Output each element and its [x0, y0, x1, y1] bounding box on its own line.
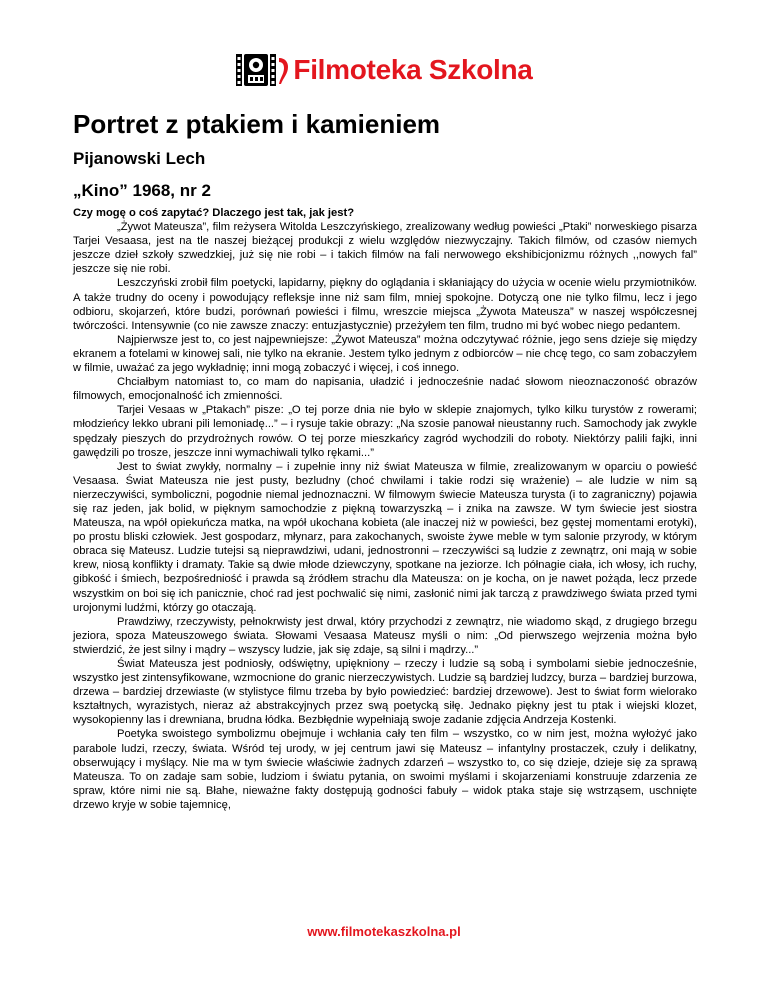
article-lead: Czy mogę o coś zapytać? Dlaczego jest tak, jak jest?	[73, 207, 355, 219]
page-title: Portret z ptakiem i kamieniem	[73, 109, 441, 139]
paragraph: Najpierwsze jest to, co jest najpewniejsze: „Żywot Mateusza” można odczytywać różnie, jego sens dzieje się między ekranem a fotelami w kinowej sali, nie tylko na ekranie. Jestem tylko jednym z odbiorców – nie chcę tego, co sam zobaczyłem w filmie, uważać za jego wykładnię; inni mogą zobaczyć i więcej, i coś innego.	[73, 333, 697, 375]
film-reel-icon	[235, 52, 291, 88]
paragraph: Jest to świat zwykły, normalny – i zupełnie inny niż świat Mateusza w filmie, zrealizowanym w oparciu o powieść Vesaasa. Świat Mateusza nie jest pusty, bezludny (choć chwilami i takie rodzi się wrażenie) – ale ludzie w nim są nierzeczywiści, symboliczni, pogodnie niemal jednoznaczni. W filmowym świecie Mateusza turysta (i to zagraniczny) pojawia się raz jeden, jak bolid, w pięknym samochodzie z piękną towarzyszką – i znika na zawsze. W tym świecie jest siostra Mateusza, na wpół opiekuńcza matka, na wpół ukochana kobieta (ale inaczej niż w powieści, bez gęstej momentami erotyki), po prostu bliski człowiek. Jest gospodarz, młynarz, para zakochanych, swoiste żywe meble w tym salonie przyrody, w którym obraca się Mateusz. Ludzie tutejsi są nieprawdziwi, udani, jednostronni – rzeczywiści są ludzie z zewnątrz, oni mają w sobie krew, niosą konflikty i dramaty. Takie są dwie młode dziewczyny, spotkane na jeziorze. Ich półnagie ciała, ich włosy, ich ruchy, gibkość i śmiech, bezpośredniość i prawda są źródłem strachu dla Mateusza: on je kocha, on je nawet pożąda, lecz przede wszystkim on boi się ich panicznie, choć rad jest pochwalić się nimi, zasłonić nimi jak tarczą z prawdziwego świata przed tymi urojonymi ludźmi, którzy go otaczają.	[73, 460, 697, 614]
footer-url[interactable]: www.filmotekaszkolna.pl	[307, 924, 461, 939]
brand-name: Filmoteka Szkolna	[293, 54, 533, 85]
paragraph: „Żywot Mateusza”, film reżysera Witolda Leszczyńskiego, zrealizowany według powieści „Ptaki” norweskiego pisarza Tarjei Vesaasa, jest na tle naszej bieżącej produkcji z wielu względów niezwyczajny. Takich filmów, od czasów niemych jeszcze dzieł szkoły szwedzkiej, już się nie robi – i takich filmów na fali nerwowego ekshibicjonizmu różnych ,,nowych fal” jeszcze się nie robi.	[73, 221, 697, 276]
paragraph: Poetyka swoistego symbolizmu obejmuje i wchłania cały ten film – wszystko, co w nim jest, można wyłożyć jako parabole ludzi, rzeczy, świata. Wśród tej urody, w jej centrum jawi się Mateusz – infantylny prostaczek, czuły i delikatny, obserwujący i myślący. Nie ma w tym świecie właściwie żadnych zdarzeń – wszystko to, co się dzieje, dzieje się za sprawą Mateusza. To on zadaje sam sobie, ludziom i światu pytania, on swoimi myślami i skojarzeniami konstruuje zdarzenia ze spraw, które nimi nie są. Błahe, nieważne fakty dostępują godności fabuły – widok ptaka staje się wstrząsem, uschnięte drzewo kryje w sobie tajemnicę,	[73, 728, 697, 811]
paragraph: Leszczyński zrobił film poetycki, lapidarny, piękny do oglądania i skłaniający do użycia w ocenie wielu przymiotników. A także trudny do oceny i powodujący refleksje inne niż sam film, mniej spokojne. Dotyczą one nie tylko filmu, lecz i jego odbioru, skojarzeń, które budzi, porównań powieści i filmu, wreszcie miejsca „Żywota Mateusza” w naszej współczesnej twórczości. Intensywnie (co nie zawsze znaczy: entuzjastycznie) przeżyłem ten film, trudno mi być wobec niego pedantem.	[73, 277, 697, 332]
paragraph: Chciałbym natomiast to, co mam do napisania, uładzić i jednocześnie nadać słowom nieoznaczoność obrazów filmowych, emocjonalność ich zmienności.	[73, 376, 697, 403]
paragraph: Świat Mateusza jest podniosły, odświętny, upiękniony – rzeczy i ludzie są sobą i symbolami siebie jednocześnie, wszystko jest zintensyfikowane, wzmocnione do granic nierzeczywistych. Ludzie są bardziej ludzcy, burza – bardziej burzowa, drzewa – bardziej drzewiaste (w stylistyce filmu trzeba by było powiedzieć: bardziej drzewowe). Jest to świat form wielorako kształtnych, wyrazistych, nieraz aż abstrakcyjnych przez swą poetycką siłę. Jednako piękny jest tu ptak i wiejski klozet, wysokopienny las i drewniana, brudna łódka. Bezbłędnie wypełniają swoje zadanie zdjęcia Andrzeja Kostenki.	[73, 658, 697, 727]
paragraph: Tarjei Vesaas w „Ptakach” pisze: „O tej porze dnia nie było w sklepie znajomych, tylko kilku turystów z rowerami; młodzieńcy lekko ubrani pili lemoniadę...” – i rysuje takie obrazy: „Na szosie panował nieustanny ruch. Samochody jak zwykle spędzały pieszych do przydrożnych rowów. O tej porze mieszkańcy zagród wychodzili do roboty. Niektórzy palili fajki, inni gawędzili po trosze, jeszcze inni wymachiwali tylko rękami...”	[73, 404, 697, 459]
article-body	[73, 206, 697, 812]
paragraph: Prawdziwy, rzeczywisty, pełnokrwisty jest drwal, który przychodzi z zewnątrz, nie wiadomo skąd, z drugiego brzegu jeziora, spoza Mateuszowego świata. Słowami Vesaasa Mateusz myśli o nim: „Od pierwszego wejrzenia można było stwierdzić, że jest silny i mądry – wszyscy ludzie, jak się zdaje, są silni i mądrzy...”	[73, 615, 697, 656]
publication-source: „Kino” 1968, nr 2	[73, 181, 211, 200]
brand-logo	[0, 52, 768, 88]
author-name: Pijanowski Lech	[73, 149, 206, 168]
article-header	[73, 108, 703, 202]
